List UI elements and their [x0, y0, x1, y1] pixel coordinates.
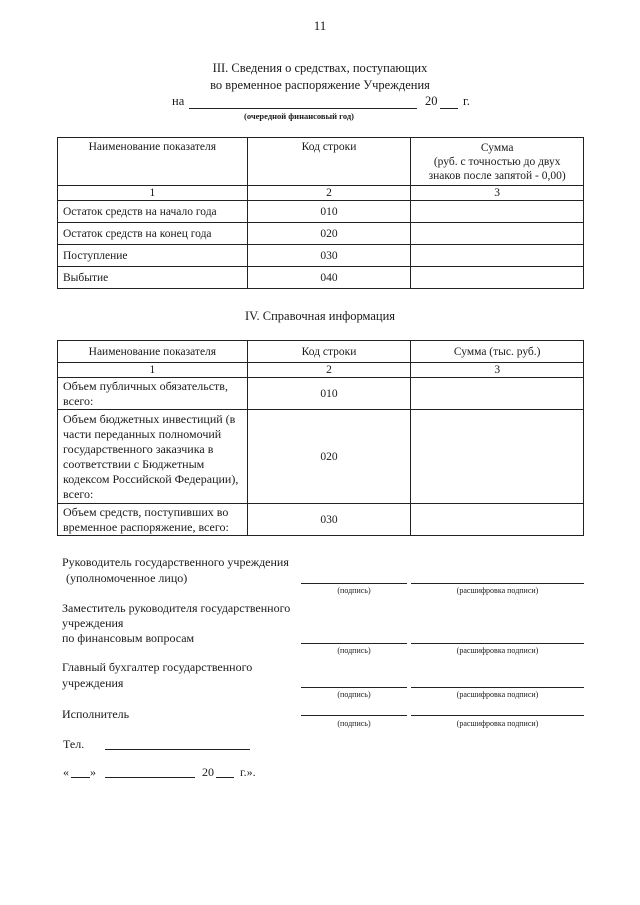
row-name: Объем публичных обязательств, всего: [58, 378, 248, 410]
row-sum-cell[interactable] [411, 245, 584, 267]
header-sum: Сумма (тыс. руб.) [411, 341, 584, 363]
section3-title-line2: во временное распоряжение Учреждения [210, 78, 430, 92]
col-number-1: 1 [58, 186, 248, 201]
year-prefix: 20 [425, 94, 438, 108]
header-indicator: Наименование показателя [58, 138, 248, 186]
row-code: 030 [247, 504, 411, 536]
col-number-3: 3 [411, 186, 584, 201]
table-row [58, 267, 584, 289]
table-row [58, 245, 584, 267]
col-number-3: 3 [411, 363, 584, 378]
period-field[interactable] [189, 95, 417, 109]
accountant-label-line1: Главный бухгалтер государственного [62, 660, 253, 674]
period-caption: (очередной финансовый год) [244, 111, 354, 121]
row-code: 030 [247, 245, 411, 267]
row-sum-cell[interactable] [411, 504, 584, 536]
head-decode-caption: (расшифровка подписи) [456, 586, 539, 595]
section3-title-line1: III. Сведения о средствах, поступающих [212, 61, 428, 75]
date-year-field[interactable] [216, 765, 234, 778]
header-code: Код строки [247, 138, 411, 186]
col-number-1: 1 [58, 363, 248, 378]
header-sum-note2: знаков после запятой - 0,00) [428, 170, 566, 182]
header-sum-title: Сумма [480, 142, 514, 154]
row-code: 010 [247, 201, 411, 223]
row-name: Выбытие [58, 267, 248, 289]
header-indicator: Наименование показателя [58, 341, 248, 363]
accountant-label-line2: учреждения [62, 676, 124, 690]
row-name: Остаток средств на конец года [58, 223, 248, 245]
accountant-signature-caption: (подпись) [337, 690, 371, 699]
phone-label: Тел. [63, 737, 85, 751]
date-close-quote: » [90, 765, 96, 779]
executor-decode-field[interactable] [411, 715, 584, 716]
table-row [58, 201, 584, 223]
row-name: Объем средств, поступивших во временное распоряжение, всего: [58, 504, 248, 536]
head-decode-field[interactable] [411, 583, 584, 584]
row-code: 010 [247, 378, 411, 410]
header-sum [411, 138, 584, 186]
deputy-signature-caption: (подпись) [337, 646, 371, 655]
accountant-decode-field[interactable] [411, 687, 584, 688]
date-open-quote: « [63, 765, 69, 779]
phone-field[interactable] [105, 736, 250, 750]
header-code: Код строки [247, 341, 411, 363]
year-field[interactable] [440, 95, 458, 109]
head-signature-caption: (подпись) [337, 586, 371, 595]
row-name: Объем бюджетных инвестиций (в части переданных полномочий государственного заказчика в соответствии с Бюджетным кодексом Российской Федерации), всего: [58, 410, 248, 504]
row-name: Остаток средств на начало года [58, 201, 248, 223]
deputy-label-line2: учреждения [62, 616, 124, 630]
date-year-prefix: 20 [202, 765, 214, 779]
row-code: 020 [247, 410, 411, 504]
head-label-line1: Руководитель государственного учреждения [62, 555, 289, 569]
date-day-field[interactable] [71, 765, 90, 778]
row-sum-cell[interactable] [411, 223, 584, 245]
date-year-suffix: г.». [240, 765, 256, 779]
table-row [58, 378, 584, 410]
table-row [58, 223, 584, 245]
executor-signature-caption: (подпись) [337, 719, 371, 728]
executor-label: Исполнитель [62, 707, 130, 721]
row-code: 020 [247, 223, 411, 245]
col-number-2: 2 [247, 186, 411, 201]
page-number: 11 [313, 18, 327, 33]
header-sum-note1: (руб. с точностью до двух [433, 156, 561, 168]
accountant-decode-caption: (расшифровка подписи) [456, 690, 539, 699]
section3-table [57, 137, 584, 289]
table-row [58, 410, 584, 504]
row-sum-cell[interactable] [411, 201, 584, 223]
head-label-line2: (уполномоченное лицо) [66, 571, 188, 585]
executor-signature-field[interactable] [301, 715, 407, 716]
col-number-2: 2 [247, 363, 411, 378]
section4-title: IV. Справочная информация [244, 309, 396, 323]
date-month-field[interactable] [105, 765, 195, 778]
executor-decode-caption: (расшифровка подписи) [456, 719, 539, 728]
deputy-signature-field[interactable] [301, 643, 407, 644]
deputy-label-line1: Заместитель руководителя государственного [62, 601, 291, 615]
head-signature-field[interactable] [301, 583, 407, 584]
row-code: 040 [247, 267, 411, 289]
row-sum-cell[interactable] [411, 267, 584, 289]
section4-table [57, 340, 584, 536]
on-label: на [172, 94, 185, 108]
year-suffix: г. [463, 94, 470, 108]
deputy-label-line3: по финансовым вопросам [62, 631, 195, 645]
accountant-signature-field[interactable] [301, 687, 407, 688]
deputy-decode-field[interactable] [411, 643, 584, 644]
row-sum-cell[interactable] [411, 378, 584, 410]
row-sum-cell[interactable] [411, 410, 584, 504]
table-row [58, 504, 584, 536]
deputy-decode-caption: (расшифровка подписи) [456, 646, 539, 655]
row-name: Поступление [58, 245, 248, 267]
